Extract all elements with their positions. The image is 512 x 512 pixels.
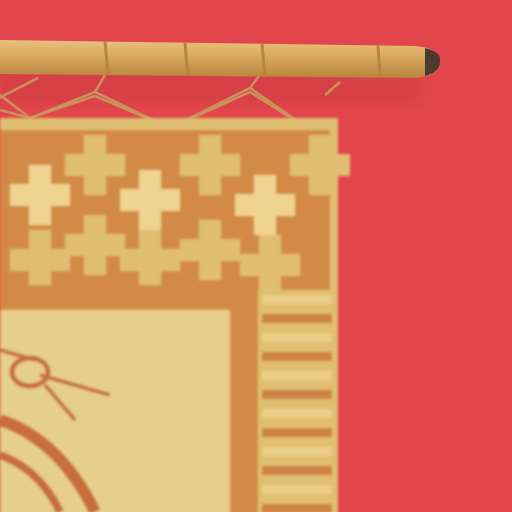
tapestry [0, 118, 350, 512]
rod-body [0, 40, 440, 78]
side-stripe [262, 466, 332, 475]
side-stripe [262, 390, 332, 399]
side-stripe [262, 447, 332, 456]
bamboo-rod [0, 40, 440, 78]
side-stripe [262, 314, 332, 323]
side-stripe [262, 485, 332, 494]
side-stripe [262, 333, 332, 342]
rod-node [378, 45, 380, 78]
side-stripe [262, 409, 332, 418]
side-stripe [262, 295, 332, 304]
side-stripe [262, 504, 332, 512]
side-stripe [262, 371, 332, 380]
side-stripe [262, 352, 332, 361]
side-stripe [262, 428, 332, 437]
